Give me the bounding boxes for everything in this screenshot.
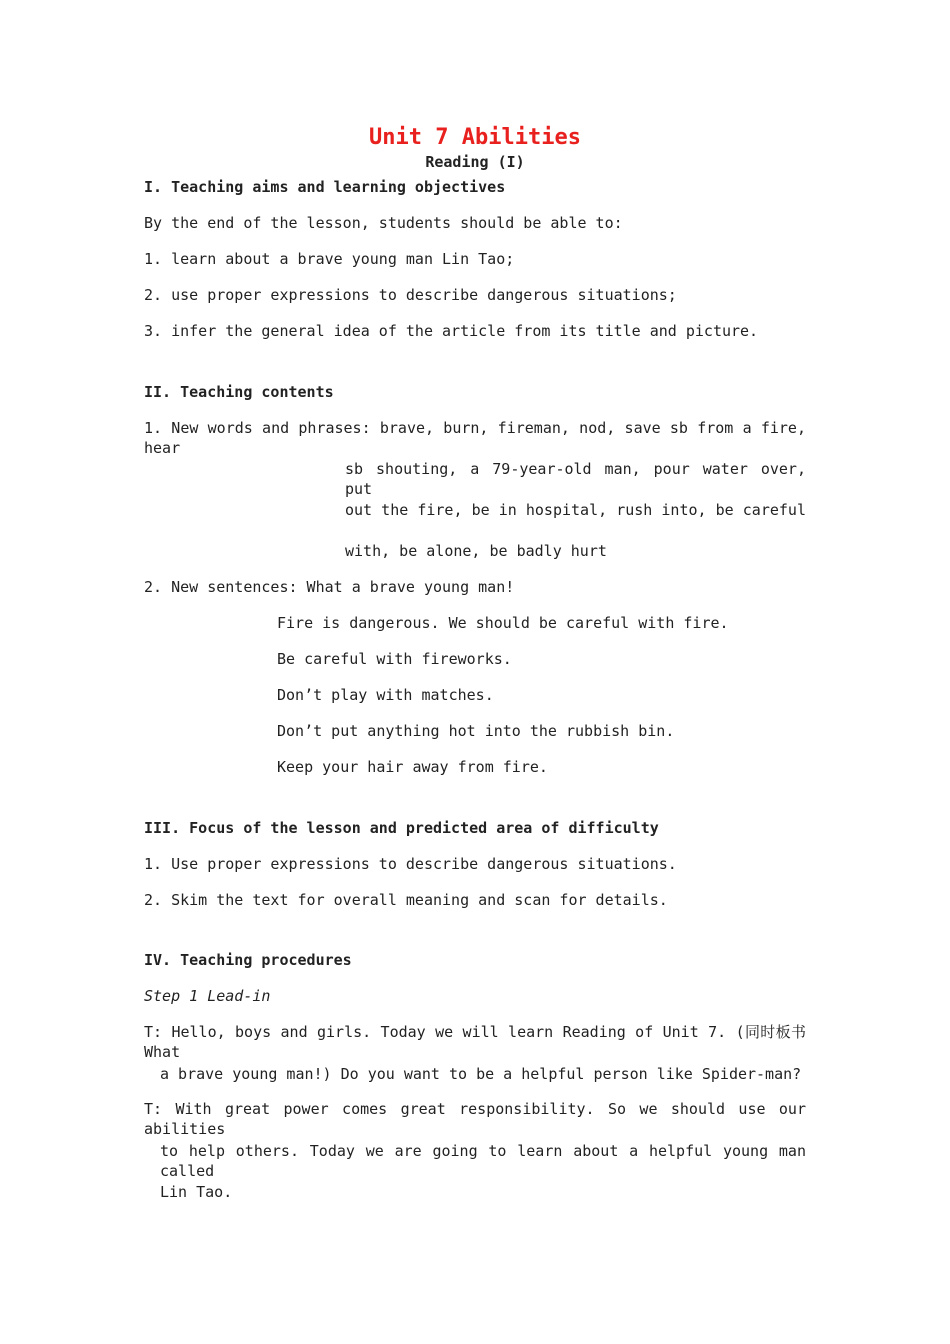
aims-item: 3. infer the general idea of the article from its title and picture. — [144, 322, 759, 340]
new-words-line: out the fire, be in hospital, rush into, be careful — [345, 501, 806, 519]
section-heading-contents: II. Teaching contents — [144, 383, 334, 401]
new-sentence: Be careful with fireworks. — [277, 650, 512, 668]
section-heading-aims: I. Teaching aims and learning objectives — [144, 178, 506, 196]
procedure-paragraph-line: a brave young man!) Do you want to be a helpful person like Spider-man? — [160, 1065, 802, 1083]
procedure-paragraph-line: T: Hello, boys and girls. Today we will learn Reading of Unit 7. (同时板书What — [144, 1023, 806, 1061]
procedure-paragraph-line: Lin Tao. — [160, 1183, 233, 1201]
new-sentence: Don’t put anything hot into the rubbish bin. — [277, 722, 675, 740]
new-words-line: 1. New words and phrases: brave, burn, fireman, nod, save sb from a fire, hear — [144, 419, 806, 457]
document-subtitle: Reading (I) — [425, 153, 525, 171]
new-sentences-lead: 2. New sentences: What a brave young man! — [144, 578, 515, 596]
new-words-line: with, be alone, be badly hurt — [345, 542, 607, 560]
section-heading-procedures: IV. Teaching procedures — [144, 951, 352, 969]
new-sentence: Don’t play with matches. — [277, 686, 494, 704]
document-title: Unit 7 Abilities — [369, 125, 581, 150]
aims-intro: By the end of the lesson, students should be able to: — [144, 214, 623, 232]
new-words-line: sb shouting, a 79-year-old man, pour water over, put — [345, 460, 806, 498]
aims-item: 1. learn about a brave young man Lin Tao; — [144, 250, 515, 268]
procedure-paragraph-line: to help others. Today we are going to learn about a helpful young man called — [160, 1142, 806, 1180]
procedure-paragraph-line: T: With great power comes great responsibility. So we should use our abilities — [144, 1100, 806, 1138]
aims-item: 2. use proper expressions to describe dangerous situations; — [144, 286, 677, 304]
new-sentence: Keep your hair away from fire. — [277, 758, 548, 776]
step-title: Step 1 Lead-in — [144, 987, 271, 1005]
focus-item: 1. Use proper expressions to describe dangerous situations. — [144, 855, 677, 873]
section-heading-focus: III. Focus of the lesson and predicted area of difficulty — [144, 819, 659, 837]
focus-item: 2. Skim the text for overall meaning and scan for details. — [144, 891, 668, 909]
new-sentence: Fire is dangerous. We should be careful with fire. — [277, 614, 729, 632]
